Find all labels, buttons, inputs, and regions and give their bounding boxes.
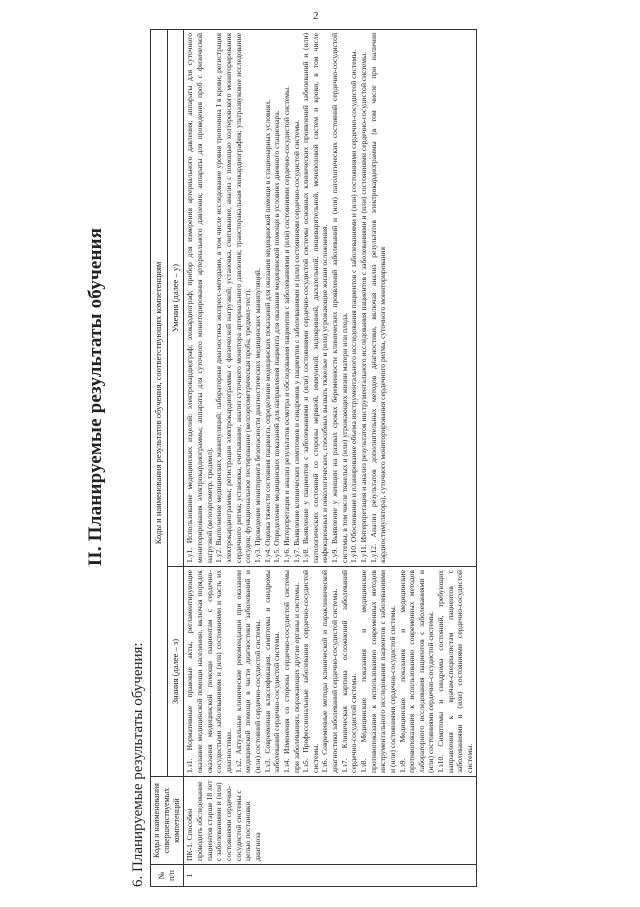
section-title: II. Планируемые результаты обучения <box>85 227 106 567</box>
header-skills: Умения (далее – у) <box>167 29 184 566</box>
knowledge-item: 1.з5. Профессиональные заболевания сердечно-сосудистой системы. <box>301 570 320 773</box>
knowledge-item: 1.з7. Клиническая картина осложнений заболеваний сердечно-сосудистой системы. <box>339 570 359 773</box>
knowledge-item: 1.з2. Актуальные клинические рекомендации при оказании медицинской помощи в части диагностики заболеваний и (или) состояний сердечно-сосудистой системы. <box>233 570 262 773</box>
knowledge-item: 1.з1. Нормативные правовые акты, регламентирующие оказание медицинской помощи населению, включая порядок оказания медицинской помощи пациентам с сердечно-сосудистыми заболеваниями и (или) состояниями и часть их диагностики. <box>185 570 234 773</box>
skill-item: 1.у2. Выполнение медицинских манипуляций: лабораторная диагностика экспресс-методами, в том числе исследование уровня тропонина I в крови; регистрация электрокардиограммы; регистрация электрокардиограммы с физической нагрузкой; установка, считывание, анализ с помощью холтеровского мониторирования сердечного ритма; установка, считывание, анализ суточного монитора артериального давления; трансторакальная эхокардиография; ультразвуковое исследование сосудов; функциональное тестирование (велоэргометрическая проба, тредмил-тест). <box>214 32 253 563</box>
subtitle: 6. Планируемые результаты обучения: <box>130 642 146 887</box>
knowledge-item: 1.з4. Изменения со стороны сердечно-сосудистой системы при заболеваниях, поражающих другие органы и системы. <box>281 570 301 773</box>
results-table <box>150 29 477 887</box>
knowledge-item: 1.з3. Современная классификация, симптомы и синдромы заболеваний сердечно-сосудистой системы. <box>262 570 282 773</box>
page-number: 2 <box>313 10 319 22</box>
header-knowledge: Знания (далее – з) <box>167 567 184 777</box>
table-row <box>184 29 476 886</box>
header-competence: Коды и наименования совершенствуемых компетенций <box>151 777 184 865</box>
skill-item: 1.у9. Выявление у женщин на разных сроках беременности клинических проявлений заболеваний и (или) патологических состояний сердечно-сосудистой системы, в том числе тяжелых и (или) угрожающих жизни матери или плода. <box>330 32 349 563</box>
skill-item: 1.у7. Выявление клинических симптомов и синдромов у пациентов с заболеваниями и (или) состояниями сердечно-сосудистой системы. <box>291 119 301 563</box>
skill-item: 1.у8. Выявление у пациентов с заболеваниями и (или) состояниями сердечно-сосудистой системы основных клинических проявлений заболеваний и (или) патологических состояний со стороны нервной, иммунной, эндокринной, дыхательной, пищеварительной, мочеполовой систем и крови, в том числе инфекционных и онкологических, способных вызвать тяжелые и (или) угрожающие жизни осложнения. <box>301 32 330 563</box>
row-number: 1 <box>184 865 476 887</box>
knowledge-cell <box>184 567 476 777</box>
skill-item: 1.у1. Использование медицинских изделий: электрокардиограф; эхокардиограф; прибор для измерения артериального давления; аппараты для суточного мониторирования электрокардиограммы; аппараты для суточного мониторирования артериального давления; аппараты для проведения проб с физической нагрузкой (велоэргометр, тредмил). <box>185 32 214 563</box>
skill-item: 1.у12. Анализ результатов дополнительных методов диагностики, включая анализ результатов электрокардиограммы (в том числе при наличии кардиостимулятора), суточного мониторирования сердечного ритма, суточного мониторирования <box>368 32 388 563</box>
skill-item: 1.у3. Проведение мониторинга безопасности диагностических медицинских манипуляций. <box>252 268 262 563</box>
skills-cell <box>184 29 476 566</box>
skill-item: 1.у5. Определение медицинских показаний для направления пациента для оказания медицинской помощи в условиях дневного стационара. <box>272 110 282 563</box>
knowledge-item: 1.з9. Медицинские показания и медицинские противопоказания к использованию современных методов лабораторного исследования пациентов с заболеваниями и (или) состояниями сердечно-сосудистой системы. <box>397 570 436 773</box>
header-codes: Коды и наименования результатов обучения, соответствующих компетенциям <box>151 29 168 776</box>
header-num: № п/п <box>151 865 184 887</box>
skill-item: 1.у4. Оценка тяжести состояния пациента, определение медицинских показаний для оказания медицинской помощи в стационарных условиях. <box>262 99 272 563</box>
knowledge-item: 1.з8. Медицинские показания и медицинские противопоказания к использованию современных методов инструментального исследования пациентов с заболеваниями и (или) состояниями сердечно-сосудистой системы. <box>359 570 397 773</box>
skill-item: 1.у10. Обоснование и планирование объема инструментального исследования пациентов с заболеваниями и (или) состояниями сердечно-сосудистой системы. <box>349 49 359 563</box>
skill-item: 1.у11. Интерпретация и анализ результатов инструментального исследования пациентов с заболеваниями и (или) состояниями сердечно-сосудистой системы. <box>359 51 368 563</box>
competence-cell: ПК-1. Способен проводить обследование пациентов старше 18 лет с заболеваниями и (или) состояниями сердечно-сосудистой системы с целью постановки диагноза <box>184 777 476 865</box>
knowledge-item: 1.з6. Современные методы клинической и параклинической диагностики заболеваний сердечно-сосудистой системы. <box>320 570 340 773</box>
skill-item: 1.у6. Интерпретация и анализ результатов осмотра и обследования пациентов с заболеваниями и (или) состояниями сердечно-сосудистой системы. <box>281 86 291 563</box>
knowledge-item: 1.з10. Симптомы и синдромы состояний, требующих направления к врачам-специалистам пациентов с заболеваниями и (или) состояниями сердечно-сосудистой системы. <box>436 570 475 773</box>
